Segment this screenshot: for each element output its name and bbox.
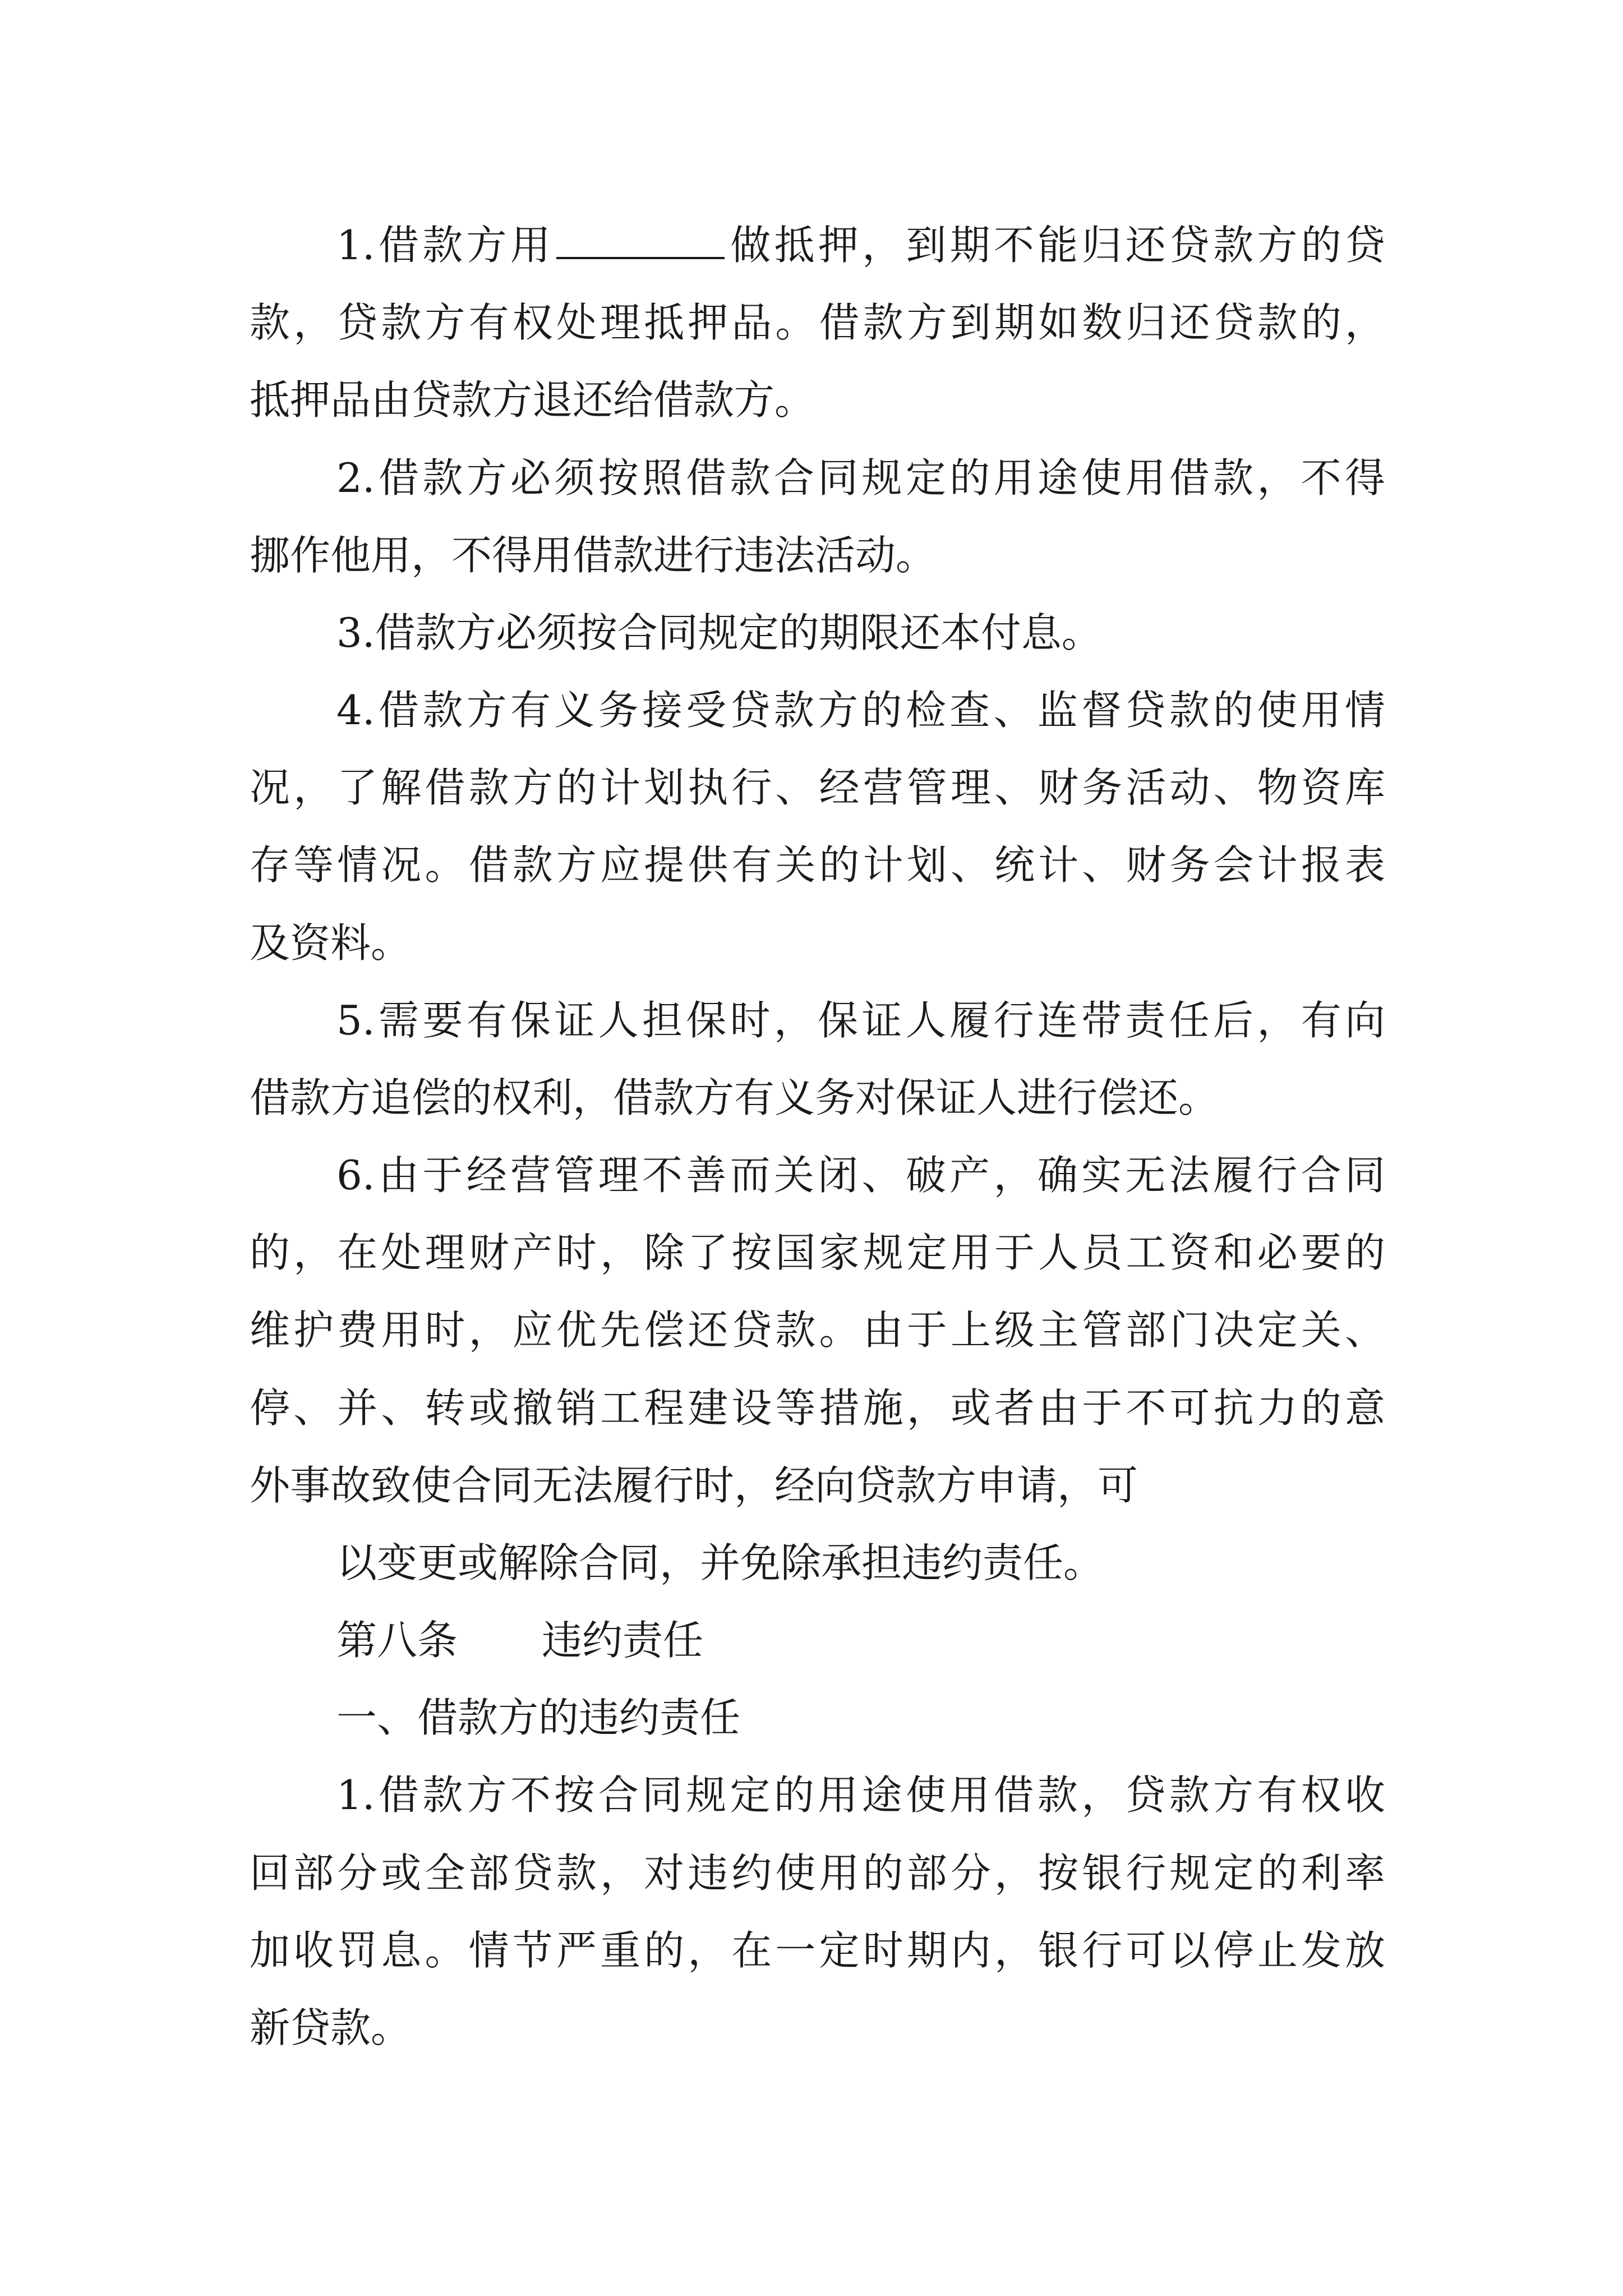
clause-7-item-6-line-6: 以变更或解除合同，并免除承担违约责任。 bbox=[336, 1539, 1104, 1586]
clause-7-item-2-line-2: 挪作他用，不得用借款进行违法活动。 bbox=[250, 532, 937, 579]
clause-7-item-1-prefix: 1.借款方用 bbox=[336, 222, 555, 269]
article-number: 第八条 bbox=[336, 1617, 458, 1664]
clause-7-item-1-suffix: 做抵押，到期不能归还贷款方的贷 bbox=[727, 222, 1385, 269]
section-heading-borrower-liability: 一、借款方的违约责任 bbox=[336, 1694, 741, 1741]
clause-7-item-4-line-1: 4.借款方有义务接受贷款方的检查、监督贷款的使用情 bbox=[336, 687, 1385, 734]
clause-7-item-6-line-4: 停、并、转或撤销工程建设等措施，或者由于不可抗力的意 bbox=[250, 1384, 1385, 1432]
clause-7-item-5-line-1: 5.需要有保证人担保时，保证人履行连带责任后，有向 bbox=[336, 997, 1385, 1044]
article-8-item-1-line-3: 加收罚息。情节严重的，在一定时期内，银行可以停止发放 bbox=[250, 1927, 1385, 1974]
clause-7-item-3-line-1: 3.借款方必须按合同规定的期限还本付息。 bbox=[336, 609, 1102, 656]
clause-7-item-1-line-2: 款，贷款方有权处理抵押品。借款方到期如数归还贷款的， bbox=[250, 299, 1385, 346]
article-title: 违约责任 bbox=[542, 1617, 704, 1664]
clause-7-item-6-line-3: 维护费用时，应优先偿还贷款。由于上级主管部门决定关、 bbox=[250, 1306, 1385, 1354]
clause-7-item-6-line-1: 6.由于经营管理不善而关闭、破产，确实无法履行合同 bbox=[336, 1152, 1385, 1199]
clause-7-item-1-line-3: 抵押品由贷款方退还给借款方。 bbox=[250, 376, 815, 424]
article-8-item-1-line-1: 1.借款方不按合同规定的用途使用借款，贷款方有权收 bbox=[336, 1772, 1385, 1819]
article-8-heading bbox=[336, 1609, 1385, 1671]
fill-in-blank bbox=[556, 254, 725, 259]
clause-7-item-6-line-2: 的，在处理财产时，除了按国家规定用于人员工资和必要的 bbox=[250, 1229, 1385, 1276]
clause-7-item-4-line-2: 况，了解借款方的计划执行、经营管理、财务活动、物资库 bbox=[250, 764, 1385, 811]
clause-7-item-2-line-1: 2.借款方必须按照借款合同规定的用途使用借款，不得 bbox=[336, 454, 1385, 501]
clause-7-item-6-line-5: 外事故致使合同无法履行时，经向贷款方申请，可 bbox=[250, 1462, 1138, 1509]
clause-7-item-4-line-4: 及资料。 bbox=[250, 919, 412, 967]
article-8-item-1-line-2: 回部分或全部贷款，对违约使用的部分，按银行规定的利率 bbox=[250, 1849, 1385, 1897]
article-8-item-1-line-4: 新贷款。 bbox=[250, 2004, 412, 2051]
clause-7-item-5-line-2: 借款方追偿的权利，借款方有义务对保证人进行偿还。 bbox=[250, 1074, 1219, 1121]
clause-7-item-1-line-1 bbox=[336, 214, 1385, 276]
clause-7-item-4-line-3: 存等情况。借款方应提供有关的计划、统计、财务会计报表 bbox=[250, 841, 1385, 889]
